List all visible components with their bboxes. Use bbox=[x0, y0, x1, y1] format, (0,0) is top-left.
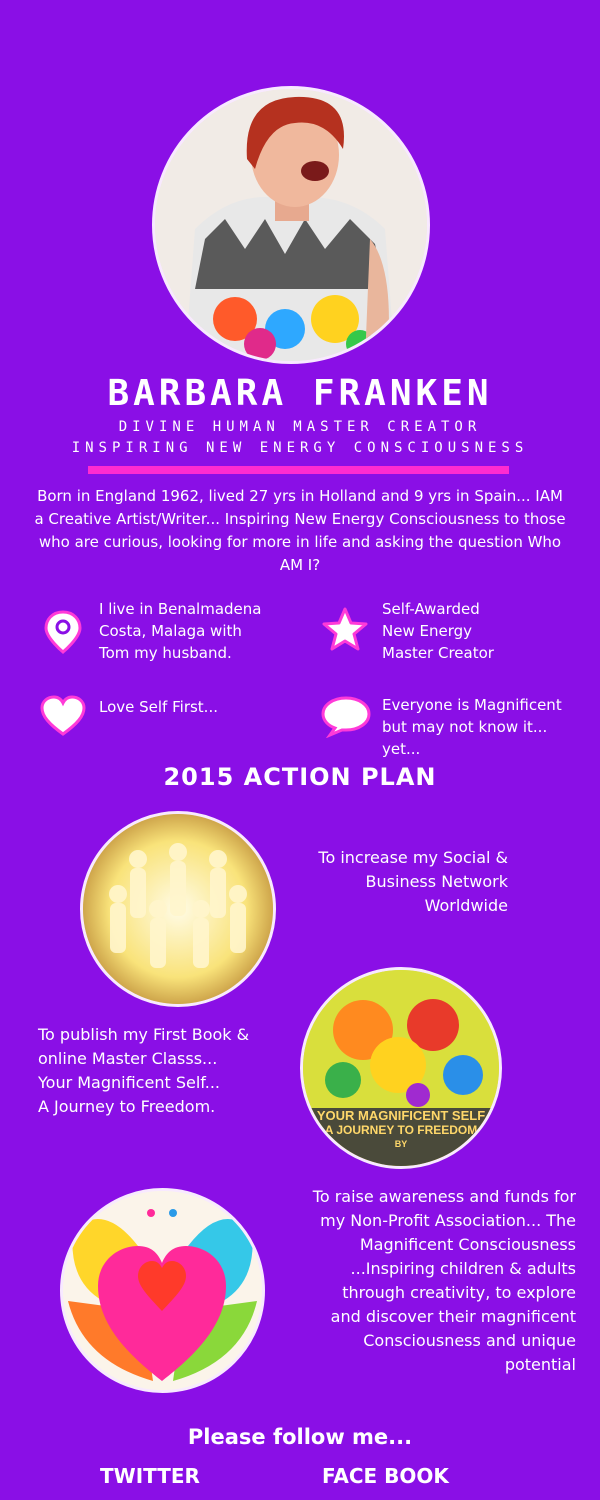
feature-location bbox=[99, 598, 299, 664]
feature-location-line: I live in Benalmadena bbox=[99, 600, 262, 618]
facebook-link[interactable]: FACE BOOK bbox=[322, 1464, 449, 1488]
heart-art-image bbox=[60, 1188, 265, 1393]
feature-magnificent bbox=[382, 694, 592, 760]
feature-magnificent-line: Everyone is Magnificent bbox=[382, 696, 562, 714]
action-line: To publish my First Book & bbox=[38, 1025, 250, 1044]
profile-name: BARBARA FRANKEN bbox=[107, 373, 493, 414]
book-cover-image bbox=[300, 967, 502, 1169]
bio-text: Born in England 1962, lived 27 yrs in Holland and 9 yrs in Spain... IAM a Creative Artist/Writer... Inspiring New Energy Consciousness to those who are curious, looking for more in life and asking the question Who AM I? bbox=[34, 487, 566, 574]
twitter-link[interactable]: TWITTER bbox=[100, 1464, 200, 1488]
feature-magnificent-line: yet... bbox=[382, 740, 421, 758]
book-title: YOUR MAGNIFICENT SELF bbox=[316, 1108, 486, 1123]
speech-bubble-icon bbox=[320, 694, 372, 738]
feature-love bbox=[99, 696, 299, 718]
feature-location-line: Costa, Malaga with bbox=[99, 622, 242, 640]
accent-divider bbox=[88, 466, 509, 474]
feature-location-line: Tom my husband. bbox=[99, 644, 232, 662]
action-line: ...Inspiring children & adults bbox=[350, 1259, 576, 1278]
action-line: potential bbox=[504, 1355, 576, 1374]
tagline-secondary: INSPIRING NEW ENERGY CONSCIOUSNESS bbox=[71, 440, 529, 456]
action-item-nonprofit bbox=[276, 1185, 576, 1377]
action-plan-heading: 2015 ACTION PLAN bbox=[163, 763, 437, 791]
action-line: Consciousness and unique bbox=[363, 1331, 576, 1350]
feature-love-line: Love Self First... bbox=[99, 698, 218, 716]
action-line: Magnificent Consciousness bbox=[359, 1235, 576, 1254]
feature-award-line: Self-Awarded bbox=[382, 600, 480, 618]
action-line: through creativity, to explore bbox=[342, 1283, 576, 1302]
action-item-book bbox=[38, 1023, 300, 1119]
action-line: and discover their magnificent bbox=[330, 1307, 576, 1326]
action-line: Your Magnificent Self... bbox=[38, 1073, 220, 1092]
action-line: A Journey to Freedom. bbox=[38, 1097, 216, 1116]
star-icon bbox=[322, 606, 368, 652]
feature-award bbox=[382, 598, 582, 664]
feature-magnificent-line: but may not know it... bbox=[382, 718, 548, 736]
tagline-primary: DIVINE HUMAN MASTER CREATOR bbox=[118, 419, 482, 435]
action-line: online Master Classs... bbox=[38, 1049, 218, 1068]
book-subtitle: A JOURNEY TO FREEDOM bbox=[324, 1123, 478, 1137]
book-author-prefix: BY bbox=[394, 1139, 408, 1149]
feature-award-line: New Energy bbox=[382, 622, 472, 640]
profile-photo bbox=[152, 86, 430, 364]
feature-award-line: Master Creator bbox=[382, 644, 494, 662]
action-line: Business Network bbox=[365, 872, 508, 891]
map-pin-icon bbox=[40, 608, 86, 656]
action-line: To raise awareness and funds for bbox=[312, 1187, 576, 1206]
network-image bbox=[80, 811, 276, 1007]
action-line: To increase my Social & bbox=[318, 848, 508, 867]
action-line: Worldwide bbox=[424, 896, 508, 915]
follow-heading: Please follow me... bbox=[187, 1425, 413, 1449]
action-item-network bbox=[260, 846, 508, 918]
heart-icon bbox=[39, 694, 87, 738]
action-line: my Non-Profit Association... The bbox=[320, 1211, 576, 1230]
